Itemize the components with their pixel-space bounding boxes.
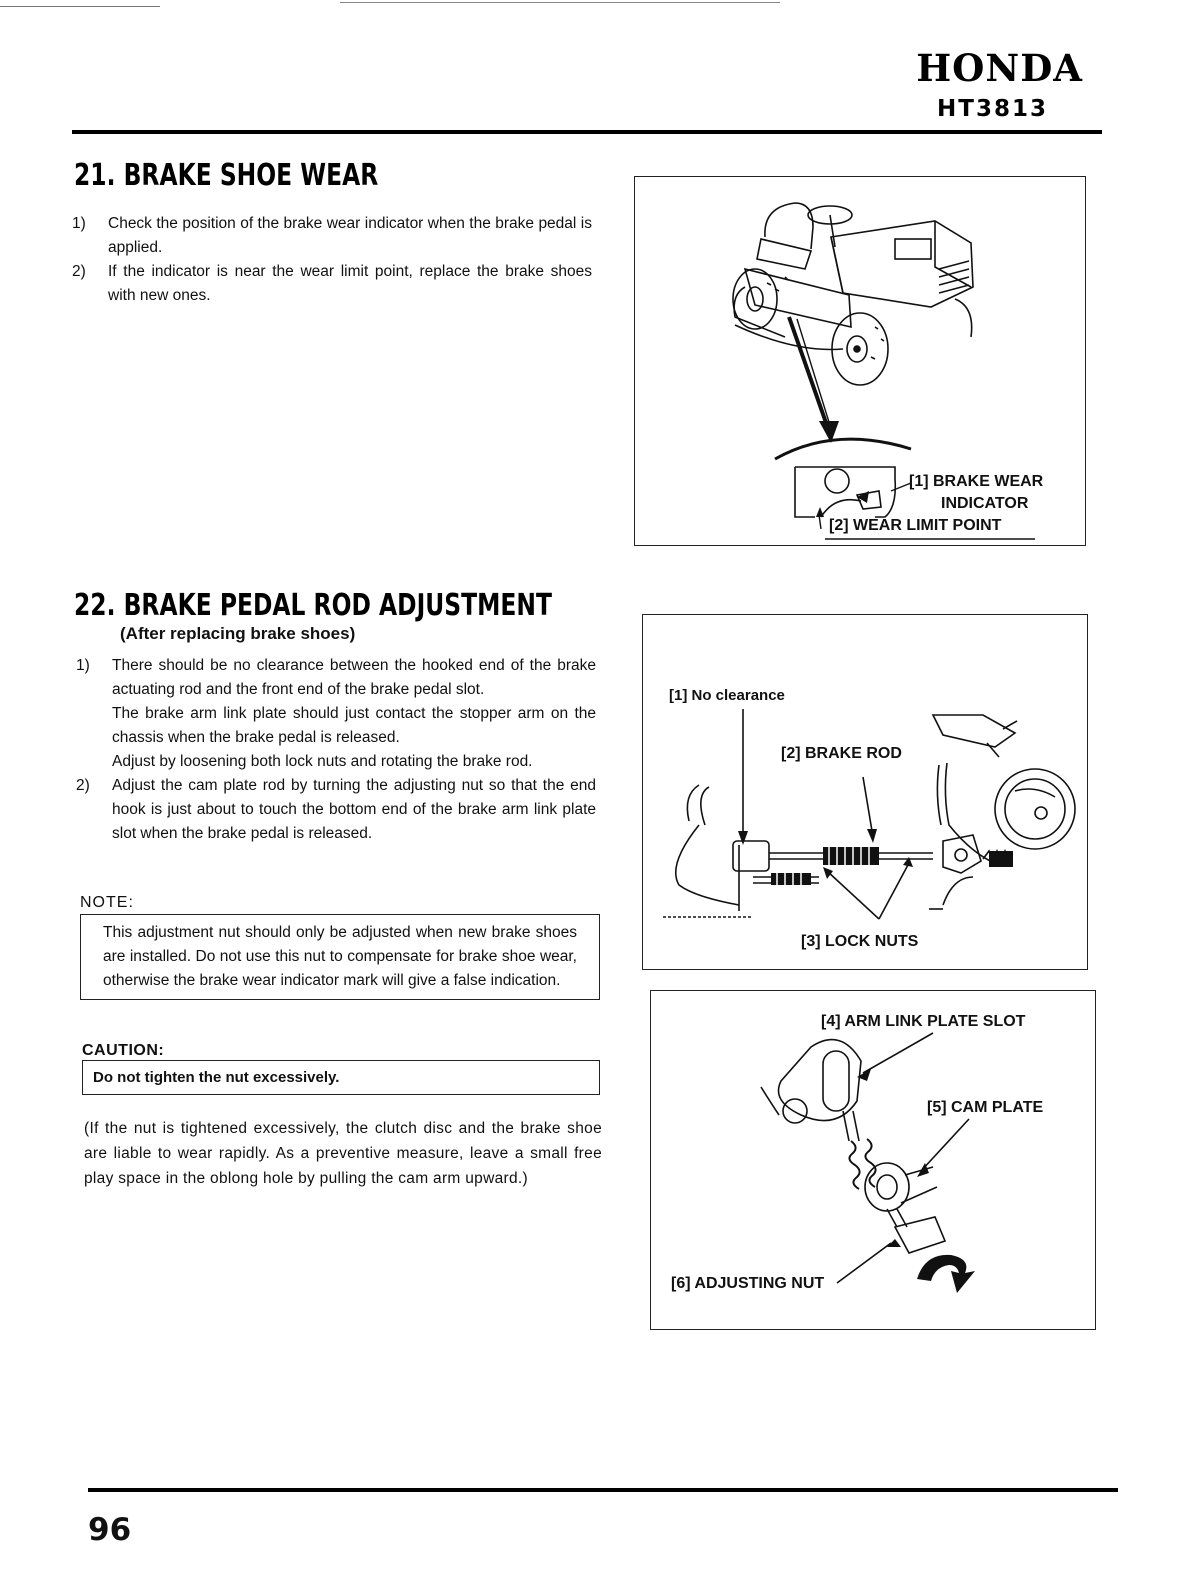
callout-brake-rod: [2] BRAKE ROD bbox=[781, 745, 902, 762]
step-item bbox=[72, 260, 592, 308]
callout-adjusting-nut: [6] ADJUSTING NUT bbox=[671, 1275, 825, 1292]
brake-rod-illustration bbox=[643, 615, 1087, 969]
brand-logo: HONDA bbox=[916, 46, 1083, 90]
step-number: 2) bbox=[76, 777, 90, 794]
step-item bbox=[76, 654, 596, 774]
section-22-subtitle: (After replacing brake shoes) bbox=[120, 624, 356, 643]
step-text: Check the position of the brake wear indicator when the brake pedal is applied. bbox=[108, 215, 592, 256]
step-item bbox=[76, 774, 596, 846]
callout-indicator: INDICATOR bbox=[941, 495, 1029, 512]
section-21-title: 21. BRAKE SHOE WEAR bbox=[74, 158, 379, 193]
step-text: The brake arm link plate should just contact the stopper arm on the chassis when the brake pedal is released. bbox=[112, 705, 596, 746]
caution-explanation: (If the nut is tightened excessively, the clutch disc and the brake shoe are liable to wear rapidly. As a preventive measure, leave a small free play space in the oblong hole by pulling the cam arm upward.) bbox=[84, 1120, 602, 1187]
callout-no-clearance: [1] No clearance bbox=[669, 687, 785, 704]
brake-wear-figure bbox=[634, 176, 1086, 546]
caution-box: Do not tighten the nut excessively. bbox=[82, 1060, 600, 1095]
model-number: HT3813 bbox=[937, 96, 1048, 122]
step-item bbox=[72, 212, 592, 260]
note-box-wrap bbox=[80, 914, 600, 1000]
callout-brake-wear: [1] BRAKE WEAR bbox=[909, 473, 1044, 490]
section-22-title-wrap bbox=[74, 588, 687, 623]
callout-lock-nuts: [3] LOCK NUTS bbox=[801, 933, 919, 950]
section-21-steps bbox=[72, 212, 592, 308]
callout-cam-plate: [5] CAM PLATE bbox=[927, 1099, 1044, 1116]
section-21-title-wrap bbox=[74, 158, 464, 193]
note-label: NOTE: bbox=[80, 894, 134, 911]
footer-rule bbox=[88, 1488, 1118, 1492]
scan-edge-line bbox=[340, 2, 780, 3]
scan-edge-line bbox=[0, 6, 160, 7]
header-rule bbox=[72, 130, 1102, 134]
step-number: 1) bbox=[72, 215, 86, 232]
caution-label: CAUTION: bbox=[82, 1042, 165, 1059]
page-number: 96 bbox=[88, 1512, 132, 1548]
brake-rod-figure bbox=[642, 614, 1088, 970]
step-number: 1) bbox=[76, 657, 90, 674]
callout-wear-limit-point: [2] WEAR LIMIT POINT bbox=[829, 517, 1002, 534]
callout-arm-link-plate-slot: [4] ARM LINK PLATE SLOT bbox=[821, 1013, 1026, 1030]
section-22-title: 22. BRAKE PEDAL ROD ADJUSTMENT bbox=[74, 588, 552, 623]
note-box: This adjustment nut should only be adjusted when new brake shoes are installed. Do not use this nut to compensate for brake shoe wear, otherwise the brake wear indicator mark will give a false indication. bbox=[80, 915, 600, 1000]
step-text: Adjust by loosening both lock nuts and rotating the brake rod. bbox=[112, 753, 533, 770]
step-text: If the indicator is near the wear limit point, replace the brake shoes with new ones. bbox=[108, 263, 592, 304]
cam-plate-figure bbox=[650, 990, 1096, 1330]
section-22-steps bbox=[76, 654, 596, 846]
step-text: There should be no clearance between the hooked end of the brake actuating rod and the front end of the brake pedal slot. bbox=[112, 657, 596, 698]
step-text: Adjust the cam plate rod by turning the adjusting nut so that the end hook is just about to touch the bottom end of the brake arm link plate slot when the brake pedal is released. bbox=[112, 777, 596, 842]
step-number: 2) bbox=[72, 263, 86, 280]
